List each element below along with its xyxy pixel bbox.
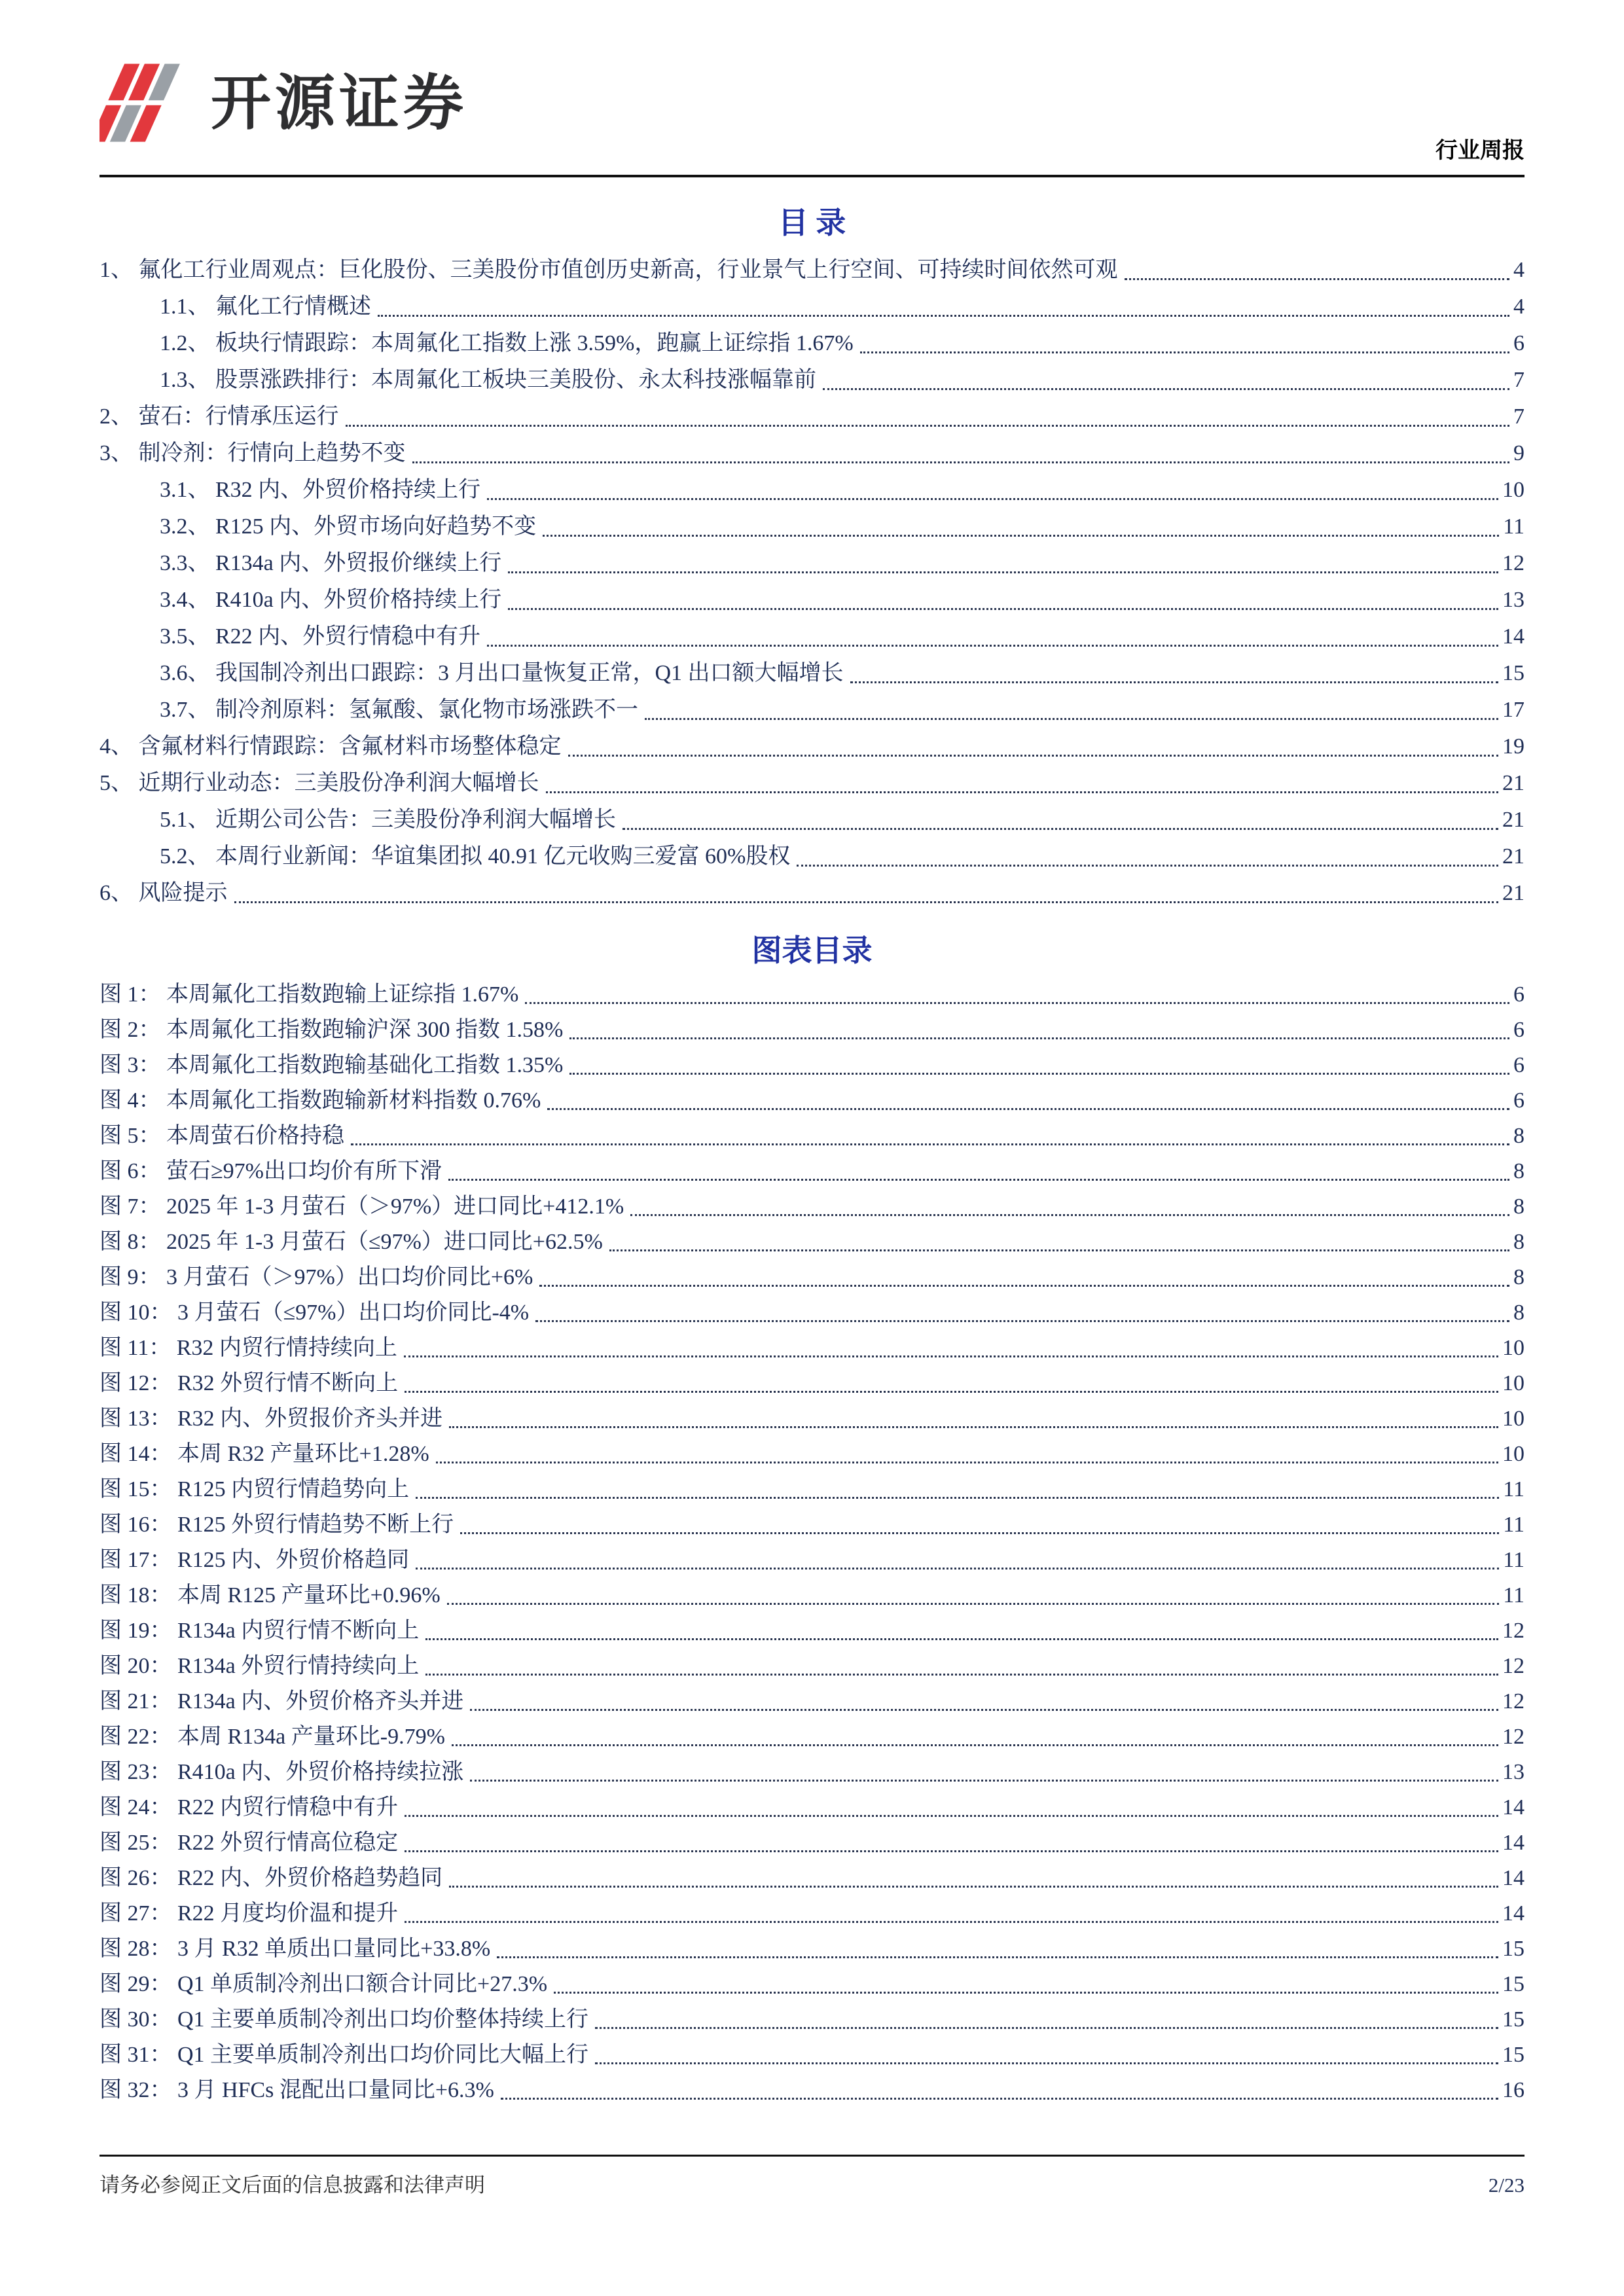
- figure-entry[interactable]: [99, 1507, 1525, 1543]
- leader-dots: [595, 2027, 1498, 2029]
- figure-entry-label: 图 27： R22 月度均价温和提升: [99, 1901, 399, 1926]
- leader-dots: [460, 1532, 1499, 1534]
- figure-entry-page: 14: [1502, 1866, 1525, 1890]
- figure-entry-label: 图 5： 本周萤石价格持稳: [99, 1124, 344, 1148]
- figure-entry-label: 图 16： R125 外贸行情趋势不断上行: [99, 1513, 454, 1537]
- figure-entry-label: 图 25： R22 外贸行情高位稳定: [99, 1831, 399, 1855]
- figure-entry-page: 15: [1502, 2007, 1525, 2032]
- figure-entry-label: 图 18： 本周 R125 产量环比+0.96%: [99, 1583, 441, 1607]
- figure-entry-page: 10: [1502, 1442, 1525, 1466]
- toc-entry-page: 4: [1513, 295, 1525, 319]
- toc-entry-page: 6: [1513, 331, 1525, 355]
- figure-entry-page: 10: [1502, 1407, 1525, 1431]
- figure-entry-page: 10: [1502, 1336, 1525, 1360]
- figure-entry-label: 图 7： 2025 年 1-3 月萤石（＞97%）进口同比+412.1%: [99, 1194, 624, 1219]
- figure-entry[interactable]: [99, 1083, 1525, 1119]
- toc-entry-page: 21: [1502, 881, 1525, 905]
- figure-entry[interactable]: [99, 1260, 1525, 1295]
- toc-entry[interactable]: [99, 802, 1525, 838]
- page-footer: [99, 2155, 1525, 2198]
- figure-entry-page: 6: [1513, 982, 1525, 1007]
- leader-dots: [623, 828, 1498, 830]
- figure-entry-page: 15: [1502, 1972, 1525, 1996]
- toc-entry[interactable]: [99, 692, 1525, 728]
- figure-entry-label: 图 10： 3 月萤石（≤97%）出口均价同比-4%: [99, 1300, 530, 1325]
- leader-dots: [416, 1497, 1499, 1499]
- toc-entry-page: 14: [1502, 624, 1525, 649]
- figure-entry-label: 图 11： R32 内贸行情持续向上: [99, 1336, 397, 1360]
- figure-entry-page: 14: [1502, 1795, 1525, 1820]
- figure-entry[interactable]: [99, 1790, 1525, 1825]
- leader-dots: [425, 1638, 1498, 1640]
- toc-entry[interactable]: [99, 728, 1525, 765]
- leader-dots: [568, 755, 1499, 757]
- leader-dots: [554, 1992, 1498, 1994]
- figure-entry-page: 6: [1513, 1053, 1525, 1077]
- brand-name: 开源证券: [211, 69, 468, 137]
- leader-dots: [543, 535, 1499, 537]
- figure-entry-page: 11: [1503, 1513, 1525, 1537]
- figure-entry-label: 图 1： 本周氟化工指数跑输上证综指 1.67%: [99, 982, 519, 1007]
- figure-entry-page: 10: [1502, 1371, 1525, 1395]
- figure-entry-page: 8: [1513, 1159, 1525, 1183]
- figure-entry[interactable]: [99, 1331, 1525, 1366]
- leader-dots: [448, 1179, 1509, 1181]
- figure-entry-label: 图 26： R22 内、外贸价格趋势趋同: [99, 1866, 443, 1890]
- toc-entry-label: 6、 风险提示: [99, 881, 228, 905]
- figure-entry-label: 图 9： 3 月萤石（＞97%）出口均价同比+6%: [99, 1265, 533, 1289]
- leader-dots: [447, 1603, 1500, 1605]
- leader-dots: [487, 498, 1498, 500]
- toc-entry[interactable]: [99, 252, 1525, 289]
- figure-entry-label: 图 13： R32 内、外贸报价齐头并进: [99, 1407, 443, 1431]
- figure-entry-page: 11: [1503, 1548, 1525, 1572]
- figure-entry-page: 11: [1503, 1477, 1525, 1501]
- toc-entry-label: 1.2、 板块行情跟踪：本周氟化工指数上涨 3.59%，跑赢上证综指 1.67%: [160, 331, 854, 355]
- figure-entry-page: 6: [1513, 1088, 1525, 1113]
- figure-entry-label: 图 3： 本周氟化工指数跑输基础化工指数 1.35%: [99, 1053, 564, 1077]
- toc-entry[interactable]: [99, 765, 1525, 802]
- figure-entry[interactable]: [99, 977, 1525, 1013]
- toc-entry[interactable]: [99, 399, 1525, 435]
- leader-dots: [525, 1002, 1509, 1004]
- figure-entry-page: 8: [1513, 1265, 1525, 1289]
- leader-dots: [501, 2098, 1498, 2100]
- figure-entry-page: 12: [1502, 1689, 1525, 1713]
- leader-dots: [539, 1285, 1509, 1287]
- toc-entry-label: 3.3、 R134a 内、外贸报价继续上行: [160, 551, 502, 575]
- toc-entry-label: 4、 含氟材料行情跟踪：含氟材料市场整体稳定: [99, 734, 562, 759]
- leader-dots: [449, 1426, 1498, 1428]
- figure-entry[interactable]: [99, 1719, 1525, 1755]
- figure-entry[interactable]: [99, 1578, 1525, 1613]
- footer-page-number: 2/23: [1488, 2174, 1525, 2197]
- figure-entry-label: 图 24： R22 内贸行情稳中有升: [99, 1795, 399, 1820]
- figure-entry[interactable]: [99, 1649, 1525, 1684]
- leader-dots: [425, 1674, 1498, 1676]
- toc-list: [99, 252, 1525, 912]
- page-header: [99, 0, 1525, 163]
- figure-entry[interactable]: [99, 1684, 1525, 1719]
- leader-dots: [1125, 278, 1510, 280]
- figure-entry[interactable]: [99, 1225, 1525, 1260]
- leader-dots: [823, 388, 1509, 390]
- leader-dots: [470, 1709, 1498, 1711]
- leader-dots: [487, 645, 1498, 647]
- leader-dots: [351, 1143, 1509, 1145]
- figure-entry[interactable]: [99, 1437, 1525, 1472]
- figures-title: 图表目录: [751, 934, 873, 967]
- figure-entry-page: 6: [1513, 1018, 1525, 1042]
- figure-entry-label: 图 19： R134a 内贸行情不断向上: [99, 1619, 420, 1643]
- figure-entry-page: 8: [1513, 1300, 1525, 1325]
- leader-dots: [436, 1462, 1498, 1463]
- leader-dots: [470, 1780, 1498, 1782]
- toc-entry-page: 19: [1502, 734, 1525, 759]
- toc-entry-label: 1.1、 氟化工行情概述: [160, 295, 371, 319]
- toc-entry[interactable]: [99, 655, 1525, 692]
- toc-entry-page: 21: [1502, 771, 1525, 795]
- figure-entry[interactable]: [99, 1472, 1525, 1507]
- figure-entry[interactable]: [99, 2002, 1525, 2037]
- toc-entry[interactable]: [99, 509, 1525, 545]
- figure-entry-page: 11: [1503, 1583, 1525, 1607]
- figure-entry[interactable]: [99, 1295, 1525, 1331]
- figure-entry[interactable]: [99, 1755, 1525, 1790]
- figure-entry-page: 12: [1502, 1654, 1525, 1678]
- toc-entry-page: 21: [1502, 844, 1525, 869]
- leader-dots: [630, 1214, 1509, 1216]
- leader-dots: [797, 865, 1498, 867]
- figure-entry-label: 图 32： 3 月 HFCs 混配出口量同比+6.3%: [99, 2078, 494, 2102]
- toc-entry-page: 7: [1513, 404, 1525, 429]
- figure-entry[interactable]: [99, 1048, 1525, 1083]
- toc-entry-label: 3.2、 R125 内、外贸市场向好趋势不变: [160, 514, 537, 539]
- toc-entry-page: 12: [1502, 551, 1525, 575]
- brand-logo-icon: [99, 59, 198, 147]
- toc-entry-label: 3.5、 R22 内、外贸行情稳中有升: [160, 624, 481, 649]
- figure-entry-label: 图 20： R134a 外贸行情持续向上: [99, 1654, 420, 1678]
- leader-dots: [508, 571, 1498, 573]
- figure-entry-page: 12: [1502, 1725, 1525, 1749]
- toc-entry[interactable]: [99, 325, 1525, 362]
- figure-entry-label: 图 31： Q1 主要单质制冷剂出口均价同比大幅上行: [99, 2043, 589, 2067]
- figure-entry-label: 图 14： 本周 R32 产量环比+1.28%: [99, 1442, 429, 1466]
- leader-dots: [412, 461, 1510, 463]
- footer-divider: [99, 2155, 1525, 2157]
- leader-dots: [546, 791, 1499, 793]
- leader-dots: [405, 1815, 1498, 1817]
- figure-entry-label: 图 6： 萤石≥97%出口均价有所下滑: [99, 1159, 442, 1183]
- figure-entry-label: 图 28： 3 月 R32 单质出口量同比+33.8%: [99, 1937, 491, 1961]
- figure-entry-label: 图 17： R125 内、外贸价格趋同: [99, 1548, 410, 1572]
- figure-entry-page: 16: [1502, 2078, 1525, 2102]
- leader-dots: [569, 1073, 1509, 1075]
- toc-entry[interactable]: [99, 875, 1525, 912]
- leader-dots: [449, 1886, 1498, 1888]
- figure-entry[interactable]: [99, 2073, 1525, 2108]
- leader-dots: [234, 901, 1499, 903]
- toc-entry-page: 13: [1502, 588, 1525, 612]
- figure-entry[interactable]: [99, 1896, 1525, 1931]
- figures-list: [99, 977, 1525, 2108]
- toc-entry-page: 21: [1502, 808, 1525, 832]
- toc-entry-label: 3.4、 R410a 内、外贸价格持续上行: [160, 588, 502, 612]
- toc-entry-label: 5.1、 近期公司公告：三美股份净利润大幅增长: [160, 808, 616, 832]
- figure-entry[interactable]: [99, 1543, 1525, 1578]
- figure-entry-page: 13: [1502, 1760, 1525, 1784]
- leader-dots: [508, 608, 1498, 610]
- figure-entry-page: 8: [1513, 1230, 1525, 1254]
- toc-entry-label: 5.2、 本周行业新闻：华谊集团拟 40.91 亿元收购三爱富 60%股权: [160, 844, 791, 869]
- leader-dots: [416, 1568, 1499, 1570]
- leader-dots: [405, 1850, 1498, 1852]
- leader-dots: [452, 1744, 1498, 1746]
- figure-entry-label: 图 23： R410a 内、外贸价格持续拉涨: [99, 1760, 464, 1784]
- leader-dots: [595, 2062, 1498, 2064]
- figure-entry-page: 14: [1502, 1831, 1525, 1855]
- figure-entry-label: 图 2： 本周氟化工指数跑输沪深 300 指数 1.58%: [99, 1018, 564, 1042]
- toc-entry-page: 9: [1513, 441, 1525, 465]
- leader-dots: [405, 1921, 1498, 1923]
- leader-dots: [346, 425, 1510, 427]
- leader-dots: [645, 718, 1498, 720]
- figure-entry-page: 15: [1502, 1937, 1525, 1961]
- toc-entry-page: 17: [1502, 698, 1525, 722]
- toc-entry[interactable]: [99, 472, 1525, 509]
- toc-entry-label: 1.3、 股票涨跌排行：本周氟化工板块三美股份、永太科技涨幅靠前: [160, 368, 816, 392]
- toc-entry-page: 10: [1502, 478, 1525, 502]
- toc-entry[interactable]: [99, 838, 1525, 875]
- toc-entry-label: 1、 氟化工行业周观点：巨化股份、三美股份市值创历史新高，行业景气上行空间、可持续时间依然可观: [99, 258, 1118, 282]
- figure-entry[interactable]: [99, 1861, 1525, 1896]
- figure-entry-label: 图 22： 本周 R134a 产量环比-9.79%: [99, 1725, 445, 1749]
- figure-entry[interactable]: [99, 1967, 1525, 2002]
- figure-entry[interactable]: [99, 1119, 1525, 1154]
- figure-entry-page: 8: [1513, 1194, 1525, 1219]
- header-divider: [99, 175, 1525, 177]
- figure-entry-page: 14: [1502, 1901, 1525, 1926]
- toc-title: 目 录: [778, 206, 846, 240]
- footer-disclaimer: 请务必参阅正文后面的信息披露和法律声明: [99, 2174, 485, 2197]
- figure-entry-label: 图 15： R125 内贸行情趋势向上: [99, 1477, 410, 1501]
- toc-entry-page: 15: [1502, 661, 1525, 685]
- figure-entry[interactable]: [99, 1013, 1525, 1048]
- figure-entry-label: 图 8： 2025 年 1-3 月萤石（≤97%）进口同比+62.5%: [99, 1230, 603, 1254]
- toc-entry-page: 11: [1503, 514, 1525, 539]
- toc-entry-label: 3、 制冷剂：行情向上趋势不变: [99, 441, 406, 465]
- toc-entry[interactable]: [99, 619, 1525, 655]
- leader-dots: [547, 1108, 1509, 1110]
- figure-entry-label: 图 12： R32 外贸行情不断向上: [99, 1371, 399, 1395]
- toc-entry-label: 5、 近期行业动态：三美股份净利润大幅增长: [99, 771, 539, 795]
- toc-entry-label: 2、 萤石：行情承压运行: [99, 404, 339, 429]
- figure-entry[interactable]: [99, 1366, 1525, 1401]
- toc-entry[interactable]: [99, 545, 1525, 582]
- leader-dots: [609, 1249, 1509, 1251]
- figure-entry[interactable]: [99, 1189, 1525, 1225]
- figure-entry[interactable]: [99, 1931, 1525, 1967]
- figure-entry-page: 8: [1513, 1124, 1525, 1148]
- figure-entry[interactable]: [99, 1401, 1525, 1437]
- leader-dots: [405, 1391, 1498, 1393]
- figure-entry[interactable]: [99, 1613, 1525, 1649]
- leader-dots: [404, 1355, 1498, 1357]
- leader-dots: [569, 1037, 1509, 1039]
- toc-entry-label: 3.1、 R32 内、外贸价格持续上行: [160, 478, 481, 502]
- figure-entry[interactable]: [99, 1825, 1525, 1861]
- toc-entry[interactable]: [99, 289, 1525, 325]
- brand-logo: [99, 59, 1525, 147]
- report-type-label: 行业周报: [1435, 139, 1525, 163]
- figure-entry-label: 图 4： 本周氟化工指数跑输新材料指数 0.76%: [99, 1088, 541, 1113]
- toc-entry-page: 7: [1513, 368, 1525, 392]
- toc-entry[interactable]: [99, 362, 1525, 399]
- toc-entry[interactable]: [99, 435, 1525, 472]
- figure-entry-page: 15: [1502, 2043, 1525, 2067]
- toc-entry[interactable]: [99, 582, 1525, 619]
- toc-entry-label: 3.7、 制冷剂原料：氢氟酸、氯化物市场涨跌不一: [160, 698, 638, 722]
- leader-dots: [860, 351, 1509, 353]
- figure-entry-label: 图 21： R134a 内、外贸价格齐头并进: [99, 1689, 464, 1713]
- figure-entry[interactable]: [99, 2037, 1525, 2073]
- figure-entry-label: 图 29： Q1 单质制冷剂出口额合计同比+27.3%: [99, 1972, 548, 1996]
- leader-dots: [535, 1320, 1509, 1322]
- figure-entry-label: 图 30： Q1 主要单质制冷剂出口均价整体持续上行: [99, 2007, 589, 2032]
- toc-entry-page: 4: [1513, 258, 1525, 282]
- figure-entry-page: 12: [1502, 1619, 1525, 1643]
- leader-dots: [497, 1956, 1498, 1958]
- leader-dots: [850, 681, 1498, 683]
- toc-entry-label: 3.6、 我国制冷剂出口跟踪：3 月出口量恢复正常，Q1 出口额大幅增长: [160, 661, 844, 685]
- leader-dots: [378, 315, 1509, 317]
- figure-entry[interactable]: [99, 1154, 1525, 1189]
